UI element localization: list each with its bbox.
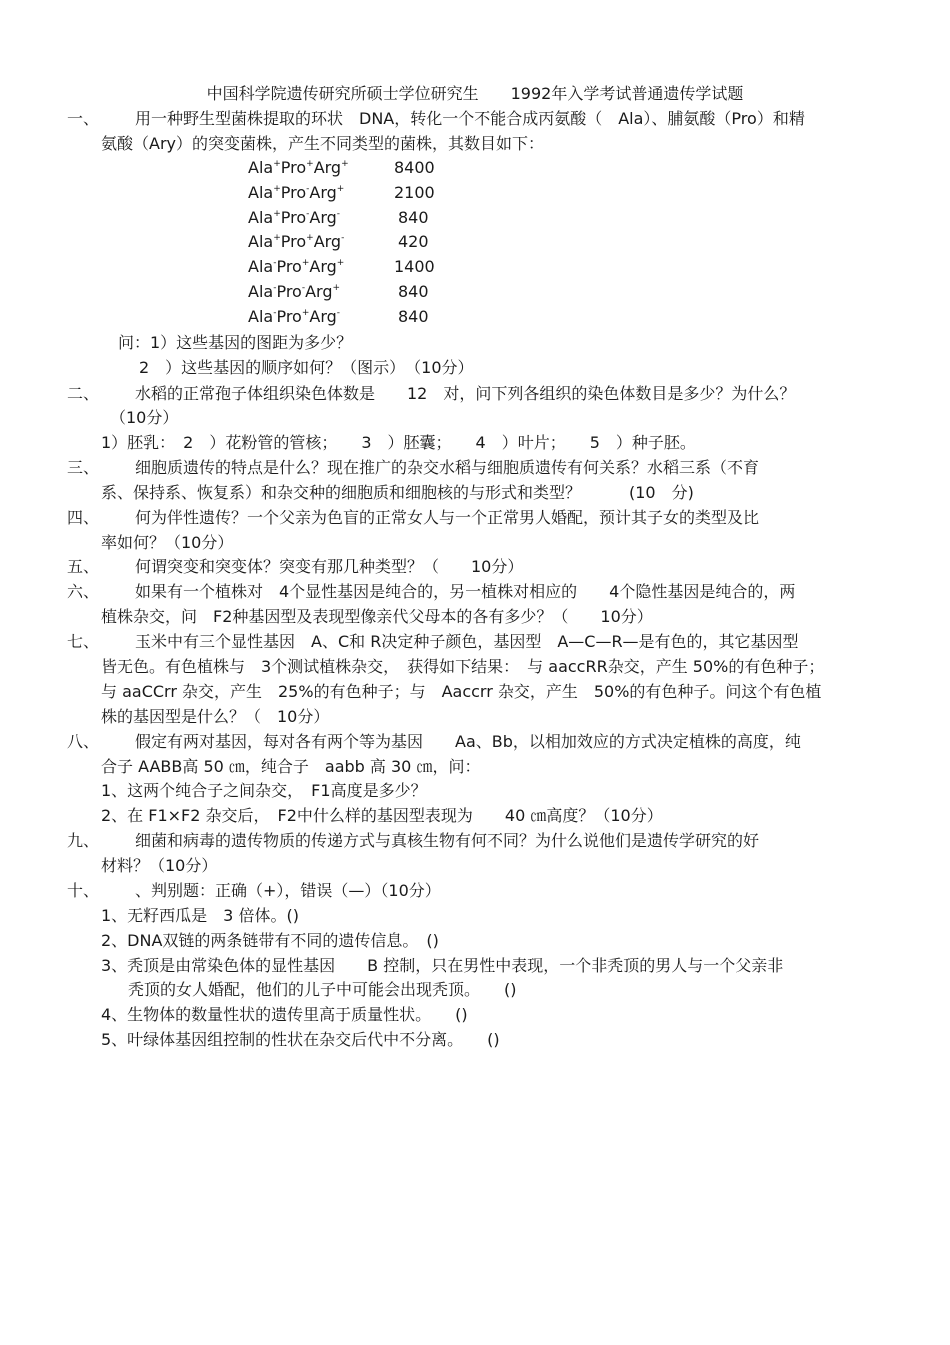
question-3-line-1: 细胞质遗传的特点是什么？现在推广的杂交水稻与细胞质遗传有何关系？水稻三系（不育 — [135, 458, 760, 477]
question-10-number: 十、 — [67, 881, 100, 900]
question-5-line-1: 何谓突变和突变体？突变有那几种类型？（ 10分） — [135, 557, 524, 576]
genotype-count-7: 840 — [398, 307, 429, 326]
genotype-row-4: Ala+Pro+Arg- — [248, 232, 345, 251]
question-2-line-3: 1）胚乳： 2 ）花粉管的管核； 3 ）胚囊； 4 ）叶片； 5 ）种子胚。 — [101, 433, 696, 452]
question-6-line-2: 植株杂交，问 F2种基因型及表现型像亲代父母本的各有多少？（ 10分） — [101, 607, 653, 626]
question-6-number: 六、 — [67, 582, 100, 601]
question-2-line-1: 水稻的正常孢子体组织染色体数是 12 对，问下列各组织的染色体数目是多少？为什么？ — [135, 384, 796, 403]
genotype-row-3: Ala+Pro-Arg- — [248, 208, 341, 227]
genotype-count-3: 840 — [398, 208, 429, 227]
question-2-line-2: （10分） — [110, 408, 179, 427]
question-1-ask-1: 问：1）这些基因的图距为多少？ — [118, 333, 353, 352]
genotype-count-2: 2100 — [394, 183, 435, 202]
question-1-line-2: 氨酸（Ary）的突变菌株，产生不同类型的菌株，其数目如下： — [101, 134, 544, 153]
true-false-item-1: 1、无籽西瓜是 3 倍体。() — [101, 906, 299, 925]
genotype-count-6: 840 — [398, 282, 429, 301]
question-8-line-1: 假定有两对基因，每对各有两个等为基因 Aa、Bb，以相加效应的方式决定植株的高度，纯 — [135, 732, 801, 751]
question-7-number: 七、 — [67, 632, 100, 651]
true-false-item-4: 4、生物体的数量性状的遗传里高于质量性状。 () — [101, 1005, 468, 1024]
question-5-number: 五、 — [67, 557, 100, 576]
question-2-number: 二、 — [67, 384, 100, 403]
question-8-line-2: 合子 AABB高 50 ㎝，纯合子 aabb 高 30 ㎝，问： — [101, 757, 481, 776]
question-8-number: 八、 — [67, 732, 100, 751]
question-7-line-2: 皆无色。有色植株与 3个测试植株杂交， 获得如下结果： 与 aaccRR杂交，产生 50%的有色种子； — [101, 657, 825, 676]
genotype-row-6: Ala-Pro-Arg+ — [248, 282, 341, 301]
question-8-line-4: 2、在 F1×F2 杂交后， F2中什么样的基因型表现为 40 ㎝高度？（10分） — [101, 806, 663, 825]
question-9-line-1: 细菌和病毒的遗传物质的传递方式与真核生物有何不同？为什么说他们是遗传学研究的好 — [135, 831, 760, 850]
genotype-count-5: 1400 — [394, 257, 435, 276]
question-4-number: 四、 — [67, 508, 100, 527]
genotype-count-4: 420 — [398, 232, 429, 251]
genotype-count-1: 8400 — [394, 158, 435, 177]
question-7-line-3: 与 aaCCrr 杂交，产生 25%的有色种子；与 Aaccrr 杂交，产生 50%的有色种子。问这个有色植 — [101, 682, 822, 701]
question-10-line-1: 、判别题：正确（+），错误（—）（10分） — [135, 881, 441, 900]
question-1-number: 一、 — [67, 109, 100, 128]
true-false-item-5: 5、叶绿体基因组控制的性状在杂交后代中不分离。 () — [101, 1030, 500, 1049]
question-3-number: 三、 — [67, 458, 100, 477]
question-7-line-4: 株的基因型是什么？（ 10分） — [101, 707, 330, 726]
question-9-line-2: 材料？（10分） — [101, 856, 218, 875]
question-1-line-1: 用一种野生型菌株提取的环状 DNA，转化一个不能合成丙氨酸（ Ala）、脯氨酸（Pro）和精 — [135, 109, 805, 128]
true-false-item-2: 2、DNA双链的两条链带有不同的遗传信息。 () — [101, 931, 439, 950]
true-false-item-3: 3、秃顶是由常染色体的显性基因 B 控制，只在男性中表现，一个非秃顶的男人与一个父亲非 — [101, 956, 784, 975]
genotype-row-7: Ala-Pro+Arg- — [248, 307, 341, 326]
question-4-line-2: 率如何？（10分） — [101, 533, 234, 552]
question-1-ask-2: 2 ）这些基因的顺序如何？（图示） （10分） — [139, 358, 474, 377]
question-9-number: 九、 — [67, 831, 100, 850]
question-7-line-1: 玉米中有三个显性基因 A、C和 R决定种子颜色，基因型 A—C—R—是有色的，其它基因型 — [135, 632, 799, 651]
exam-title: 中国科学院遗传研究所硕士学位研究生 1992年入学考试普通遗传学试题 — [206, 84, 744, 103]
question-6-line-1: 如果有一个植株对 4个显性基因是纯合的，另一植株对相应的 4个隐性基因是纯合的，两 — [135, 582, 796, 601]
true-false-item-3-continued: 秃顶的女人婚配，他们的儿子中可能会出现秃顶。 () — [128, 980, 517, 999]
question-3-line-2: 系、保持系、恢复系）和杂交种的细胞质和细胞核的与形式和类型？ (10 分) — [101, 483, 694, 502]
question-8-line-3: 1、这两个纯合子之间杂交， F1高度是多少？ — [101, 781, 427, 800]
genotype-row-5: Ala-Pro+Arg+ — [248, 257, 345, 276]
question-4-line-1: 何为伴性遗传？一个父亲为色盲的正常女人与一个正常男人婚配，预计其子女的类型及比 — [135, 508, 760, 527]
genotype-row-1: Ala+Pro+Arg+ — [248, 158, 349, 177]
genotype-row-2: Ala+Pro-Arg+ — [248, 183, 345, 202]
